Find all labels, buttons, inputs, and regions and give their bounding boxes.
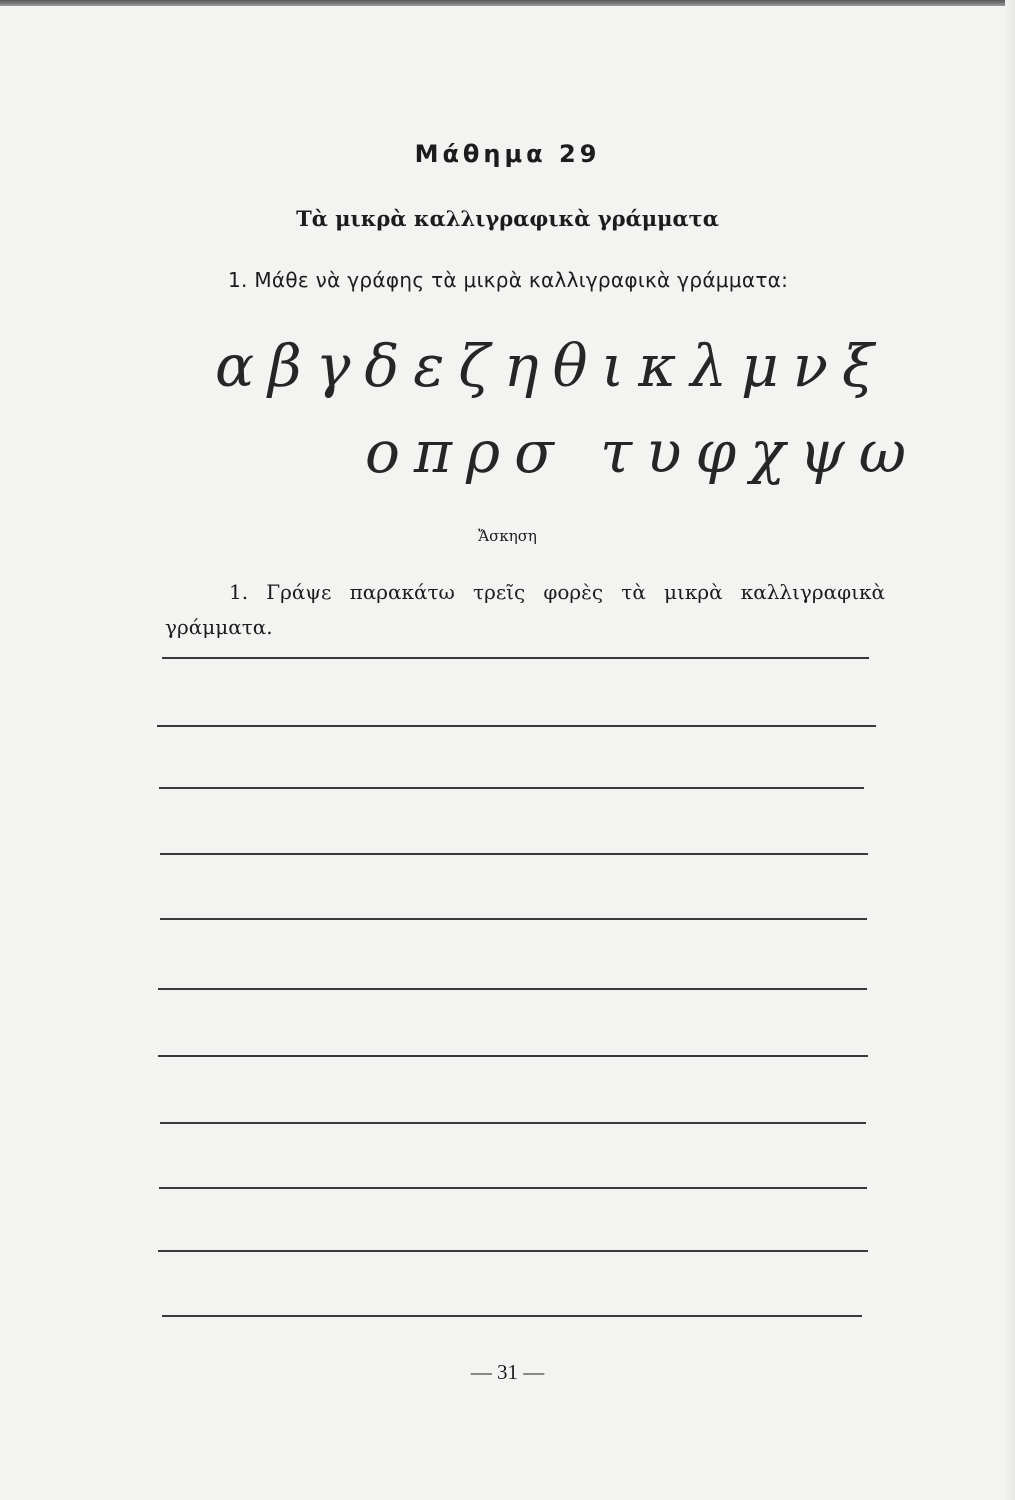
writing-line[interactable] xyxy=(160,853,868,855)
lesson-title: Μάθημα 29 xyxy=(414,140,601,168)
writing-line[interactable] xyxy=(160,1122,866,1124)
lesson-instruction: 1. Μάθε νὰ γράφης τὰ μικρὰ καλλιγραφικὰ γράμματα: xyxy=(228,268,789,292)
writing-line[interactable] xyxy=(158,1055,868,1057)
calligraphy-letters-row-2: οπρσ τυφχψω xyxy=(365,418,921,486)
writing-line[interactable] xyxy=(159,787,864,789)
writing-line[interactable] xyxy=(160,918,867,920)
writing-line[interactable] xyxy=(162,1315,862,1317)
exercise-text: 1. Γράψε παρακάτω τρεῖς φορὲς τὰ μικρὰ καλλιγραφικὰ γράμματα. xyxy=(165,580,885,639)
calligraphy-letters-row-1: αβγδεζηθικλμνξ xyxy=(215,332,888,400)
writing-line[interactable] xyxy=(159,1187,867,1189)
writing-line[interactable] xyxy=(162,657,869,659)
writing-line[interactable] xyxy=(158,1250,868,1252)
page-number: — 31 — xyxy=(470,1360,545,1384)
lesson-subtitle: Τὰ μικρὰ καλλιγραφικὰ γράμματα xyxy=(296,206,719,231)
writing-line[interactable] xyxy=(157,725,876,727)
writing-line[interactable] xyxy=(158,988,867,990)
exercise-heading: Ἄσκηση xyxy=(478,527,537,545)
page-top-edge xyxy=(0,0,1015,6)
